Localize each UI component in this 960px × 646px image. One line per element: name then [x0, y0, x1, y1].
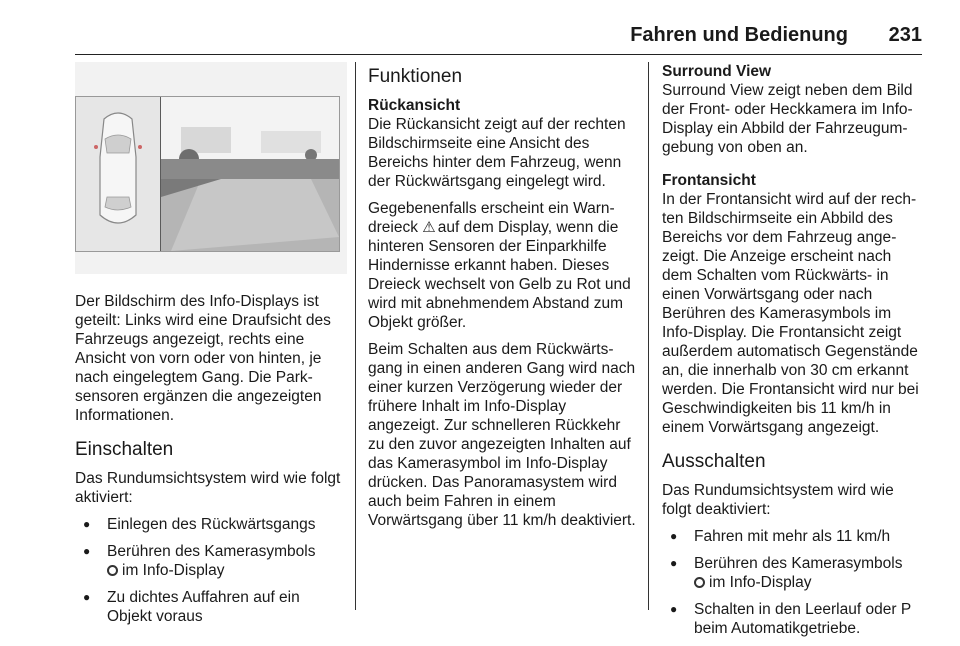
- column-3: [662, 62, 924, 646]
- list-item: ● Schalten in den Leerlauf oder P beim Automatikgetriebe.: [662, 600, 924, 638]
- list-item: ● Berühren des Kamerasymbols im Info-Display: [662, 554, 924, 592]
- info-display-screen: [75, 96, 340, 252]
- driveway-scene: [161, 97, 339, 251]
- subheading-frontansicht: Frontansicht: [662, 172, 756, 189]
- camera-symbol-icon: [694, 577, 705, 588]
- column-divider: [648, 62, 649, 610]
- einschalten-intro: Das Rundumsichtsystem wird wie folgt aktiviert:: [75, 470, 341, 506]
- list-item: ● Berühren des Kamerasymbols im Info-Display: [75, 542, 347, 580]
- list-item: ● Zu dichtes Auffahren auf ein Objekt voraus: [75, 588, 347, 626]
- section-heading-einschalten: Einschalten: [75, 439, 174, 460]
- car-top-view-icon: [76, 97, 160, 251]
- figure-caption: Der Bildschirm des Info-Displays ist geteilt: Links wird eine Draufsicht des Fahrzeugs angezeigt, rechts eine Ansicht von vorn oder von hinten, je nach eingelegtem Gang. Die Parksensoren ergänzen die angezeigten Informationen.: [75, 293, 331, 424]
- einschalten-list: [75, 515, 347, 626]
- frontansicht-paragraph: In der Frontansicht wird auf der rechten Bildschirmseite ein Abbild des Bereichs vor dem Fahrzeug angezeigt. Die Anzeige erscheint nach dem Schalten vom Rückwärts- in einen Vorwärtsgang oder nach Berühren des Kamerasymbols im Info-Display. Die Frontansicht zeigt außerdem automatisch Gegenstände an, die innerhalb von 30 cm erkannt werden. Die Frontansicht wird nur bei Geschwindigkeiten bis 11 km/h in einem Vorwärtsgang angezeigt.: [662, 191, 919, 436]
- column-divider: [355, 62, 356, 610]
- surround-view-paragraph: Surround View zeigt neben dem Bild der Front- oder Heckkamera im Info-Display ein Abbild der Fahrzeugumgebung von oben an.: [662, 82, 913, 156]
- page-header: [0, 0, 960, 58]
- top-view-panel: [76, 97, 160, 251]
- page-number: 231: [888, 24, 922, 46]
- column-2: [368, 62, 636, 538]
- section-heading-ausschalten: Ausschalten: [662, 451, 766, 472]
- header-rule: [75, 54, 922, 55]
- rueckansicht-paragraph-1: Die Rückansicht zeigt auf der rechten Bildschirmseite eine Ansicht des Bereichs hinter dem Fahrzeug, wenn der Rückwärtsgang eingelegt wird.: [368, 116, 626, 190]
- ausschalten-list: [662, 527, 924, 638]
- section-heading-funktionen: Funktionen: [368, 66, 463, 87]
- warning-triangle-icon: ⚠: [422, 219, 436, 236]
- ausschalten-intro: Das Rundumsichtsystem wird wie folgt deaktiviert:: [662, 482, 894, 518]
- column-1: [75, 62, 347, 634]
- list-item: ● Einlegen des Rückwärtsgangs: [75, 515, 347, 534]
- subheading-rueckansicht: Rückansicht: [368, 97, 461, 114]
- info-display-figure: [75, 62, 347, 274]
- subheading-surround-view: Surround View: [662, 63, 772, 80]
- rueckansicht-paragraph-3: Beim Schalten aus dem Rückwärtsgang in einen anderen Gang wird nach einer kurzen Verzögerung wieder der frühere Inhalt im Info-Display angezeigt. Zur schnelleren Rückkehr zu den zuvor angezeigten Inhalten auf das Kamerasymbol im Info-Display drücken. Das Panoramasystem wird auch beim Fahren in einem Vorwärtsgang über 11 km/h deaktiviert.: [368, 341, 636, 529]
- rueckansicht-paragraph-2: Gegebenenfalls erscheint ein Warndreieck ⚠ auf dem Display, wenn die hinteren Sensoren der Einparkhilfe Hindernisse erkannt haben. Dieses Dreieck wechselt von Gelb zu Rot und wird mit abnehmendem Abstand zum Objekt größer.: [368, 200, 631, 331]
- camera-symbol-icon: [107, 565, 118, 576]
- list-item: ● Fahren mit mehr als 11 km/h: [662, 527, 924, 546]
- camera-view-panel: [161, 97, 339, 251]
- header-title: Fahren und Bedienung: [630, 24, 848, 46]
